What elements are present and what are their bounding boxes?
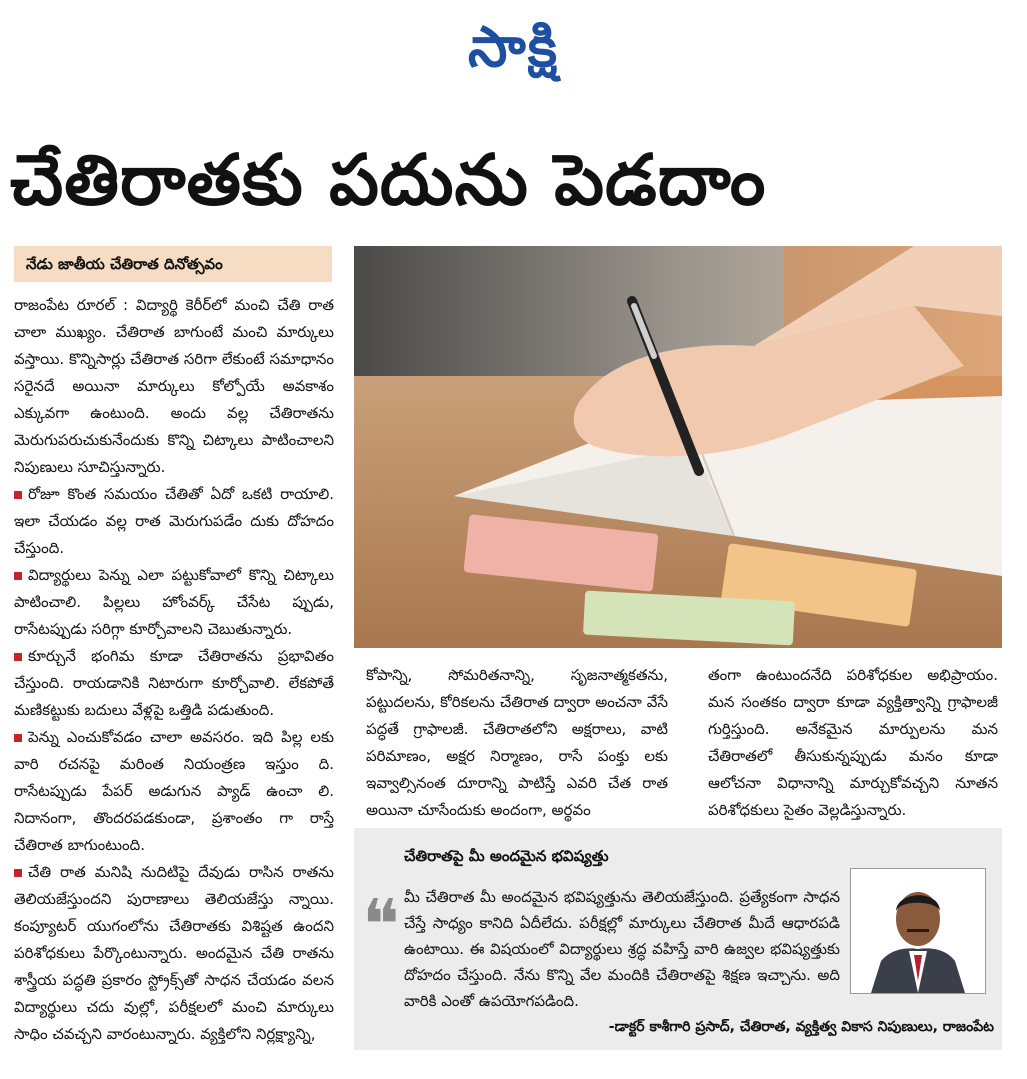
bullet-item [14, 859, 334, 1048]
column-3 [708, 662, 998, 824]
expert-portrait-image [851, 869, 985, 993]
intro-paragraph: రాజంపేట రూరల్ : విద్యార్థి కెరీర్‌లో మంచి చేతి రాత చాలా ముఖ్యం. చేతిరాత బాగుంటే మంచి మార్కులు వస్తాయి. కొన్నిసార్లు చేతిరాత సరిగా లేకుంటే సమాధానం సరైనదే అయినా మార్కులు కోల్పోయే అవకాశం ఎక్కువగా ఉంటుంది. అందు వల్ల చేతిరాతను మెరుగుపరుచుకునేందుకు కొన్ని చిట్కాలు పాటించాలని నిపుణులు సూచిస్తున్నారు. [14, 296, 334, 476]
quote-box-title: చేతిరాతపై మీ అందమైన భవిష్యత్తు [404, 847, 609, 865]
bullet-text: కూర్చునే భంగిమ కూడా చేతిరాతను ప్రభావితం చేస్తుంది. రాయడానికి నిటారుగా కూర్చోవాలి. లేకపోతే మణికట్టుకు బదులు వేళ్లపై ఒత్తిడి పడుతుంది. [14, 647, 334, 719]
masthead-logo: సాక్షి [468, 15, 559, 80]
bullet-square-icon [14, 869, 22, 877]
column-3-text: తంగా ఉంటుందనేది పరిశోధకుల అభిప్రాయం. మన సంతకం ద్వారా కూడా వ్యక్తిత్వాన్ని గ్రాఫాలజీ గుర్తిస్తుంది. అనేకమైన మార్పులను మన చేతిరాతలో తీసుకున్నప్పుడు మనం కూడా ఆలోచనా విధానాన్ని మార్చుకోవచ్చని నూతన పరిశోధకులు సైతం వెల్లడిస్తున్నారు. [708, 666, 998, 819]
writing-photo [354, 246, 1002, 648]
bullet-item [14, 643, 334, 724]
bullet-item [14, 481, 334, 562]
quote-byline: -డాక్టర్ కాశీగారి ప్రసాద్, చేతిరాత, వ్యక్తిత్వ వికాస నిపుణులు, రాజంపేట [608, 1019, 994, 1035]
bullet-square-icon [14, 653, 22, 661]
bullet-text: రోజూ కొంత సమయం చేతితో ఏదో ఒకటి రాయాలి. ఇలా చేయడం వల్ల రాత మెరుగుపడేం దుకు దోహదం చేస్తుంది. [14, 485, 334, 557]
bullet-item [14, 724, 334, 859]
quote-mark-icon: ❝ [362, 884, 400, 966]
bullet-text: పెన్ను ఎంచుకోవడం చాలా అవసరం. ఇది పిల్ల లకు వారి రచనపై మరింత నియంత్రణ ఇస్తుం ది. రాసేటప్పుడు పేపర్ అడుగున ప్యాడ్ ఉంచా లి. నిదానంగా, తొందరపడకుండా, ప్రశాంతం గా రాస్తే చేతిరాత బాగుంటుంది. [14, 728, 334, 854]
bullet-text: చేతి రాత మనిషి నుదిటిపై దేవుడు రాసిన రాతను తెలియజేస్తుందని పురాణాలు తెలియజేస్తు న్నాయి. కంప్యూటర్ యుగంలోను చేతిరాతకు విశిష్టత ఉందని పరిశోధకులు పేర్కొంటున్నారు. అందమైన చేతి రాతను శాస్త్రీయ పద్ధతి ప్రకారం స్ట్రోక్స్‌తో సాధన చేయడం వలన విద్యార్థులు చదు వుల్లో, పరీక్షలలో మంచి మార్కులు సాధిం చవచ్చని వారంటున్నారు. వ్యక్తిలోని నిర్లక్ష్యాన్ని, [14, 863, 334, 1043]
bullet-square-icon [14, 491, 22, 499]
bullet-square-icon [14, 572, 22, 580]
bullet-item [14, 562, 334, 643]
bullet-text: విద్యార్థులు పెన్ను ఎలా పట్టుకోవాలో కొన్ని చిట్కాలు పాటించాలి. పిల్లలు హోంవర్క్ చేసేట ప్పుడు, రాసేటప్పుడు సరిగ్గా కూర్చోవాలని చెబుతున్నారు. [14, 566, 334, 638]
column-2-text: కోపాన్ని, సోమరితనాన్ని, సృజనాత్మకతను, పట్టుదలను, కోరికలను చేతిరాత ద్వారా అంచనా వేసే పద్ధతే గ్రాఫాలజీ. చేతిరాతలోని అక్షరాలు, వాటి పరిమాణం, అక్షర నిర్మాణం, రాసే పంక్తు లకు ఇవ్వాల్సినంత దూరాన్ని పాటిస్తే ఎవరి చేత రాత అయినా చూసేందుకు అందంగా, అర్థవం [366, 666, 668, 819]
column-2 [366, 662, 668, 824]
headline: చేతిరాతకు పదును పెడదాం [10, 139, 767, 221]
subhead-banner: నేడు జాతీయ చేతిరాత దినోత్సవం [14, 246, 332, 282]
writing-hand-illustration [354, 246, 1002, 648]
column-1 [14, 292, 334, 1048]
bullet-square-icon [14, 734, 22, 742]
quote-box-text: మీ చేతిరాత మీ అందమైన భవిష్యత్తును తెలియజేస్తుంది. ప్రత్యేకంగా సాధన చేస్తే సాధ్యం కానిది ఏదీలేదు. పరీక్షల్లో మార్కులు చేతిరాత మీదే ఆధారపడి ఉంటాయి. ఈ విషయంలో విద్యార్థులు శ్రద్ధ వహిస్తే వారి ఉజ్వల భవిష్యత్తుకు దోహదం చేస్తుంది. నేను కొన్ని వేల మందికి చేతిరాతపై శిక్షణ ఇచ్చాను. అది వారికి ఎంతో ఉపయోగపడింది. [404, 888, 840, 1010]
expert-portrait [850, 868, 986, 994]
